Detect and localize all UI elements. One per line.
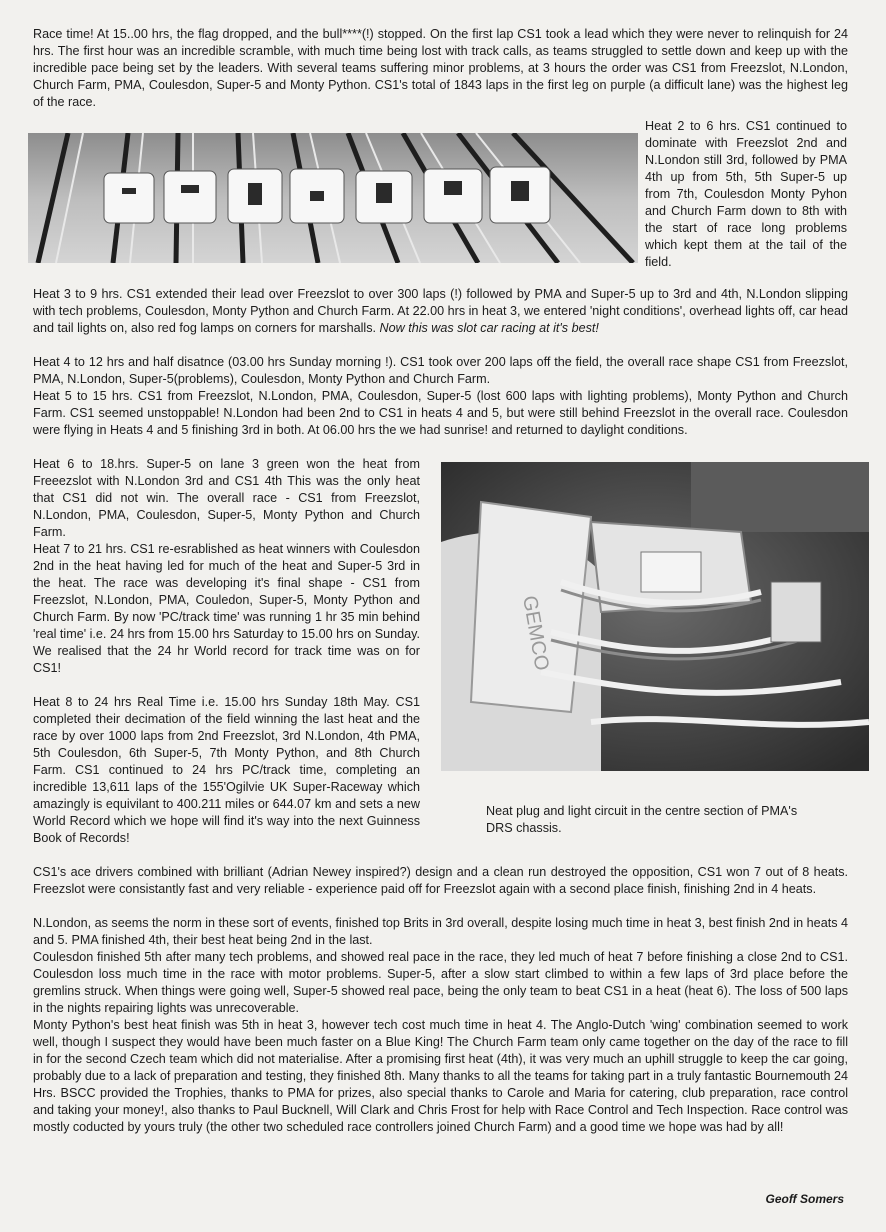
photo-chassis-wiring bbox=[441, 462, 869, 771]
photo-slot-cars-on-track bbox=[28, 133, 638, 263]
paragraph-nlondon-summary: N.London, as seems the norm in these sort of events, finished top Brits in 3rd overall, despite losing much time in heat 3, best finish 2nd in heats 4 and 5. PMA finished 4th, their best heat being 2nd in the last. bbox=[33, 916, 848, 948]
photo-caption: Neat plug and light circuit in the centre section of PMA's DRS chassis. bbox=[486, 804, 798, 835]
paragraph-heat-4-to-12: Heat 4 to 12 hrs and half disatnce (03.00 hrs Sunday morning !). CS1 took over 200 laps off the field, the overall race shape CS1 from Freezslot, PMA, N.London, Super-5(problems), Coulesdon, Monty Python and Church Farm. bbox=[33, 355, 848, 387]
heat-3-emphasis: Now this was slot car racing at it's best! bbox=[379, 321, 599, 336]
slot-cars-image bbox=[28, 133, 638, 263]
chassis-wiring-image bbox=[441, 462, 869, 771]
author-signature: Geoff Somers bbox=[765, 1192, 844, 1206]
gemco-label: GEMCO bbox=[518, 594, 553, 673]
paragraph-heat-3-to-9 bbox=[33, 286, 848, 337]
paragraph-monty-python-summary: Monty Python's best heat finish was 5th in heat 3, however tech cost much time in heat 4. The Anglo-Dutch 'wing' combination seemed to work well, though I suspect they would have been much faster on a Blue King! The Church Farm team only came together on the day of the race to fill in for the second Czech team which did not materialise. After a promising first heat (4th), it was very much an uphill struggle to keep the car going, probably due to a lack of preparation and testing, they finished 8th. Many thanks to all the teams for taking part in a truly fantastic Bournemouth 24 Hrs. BSCC provided the Trophies, thanks to PMA for prizes, also special thanks to Carole and Maria for catering, club preparation, race control and taking your money!, also thanks to Paul Bucknell, Will Clark and Chris Frost for help with Race Control and Tech Inspection. Race control was mostly coducted by yours truly (the other two scheduled race controllers joined Church Farm) and a good time we hope was had by all! bbox=[33, 1018, 848, 1135]
paragraph-heat-8-to-24: Heat 8 to 24 hrs Real Time i.e. 15.00 hrs Sunday 18th May. CS1 completed their decimation of the field winning the last heat and the race by over 1000 laps from 2nd Freezslot, 3rd N.London, 4th PMA, 5th Coulesdon, 6th Super-5, 7th Monty Python, and 8th Church Farm. CS1 continued to 24 hrs PC/track time, completing an incredible 13,611 laps of the 155'Ogilvie UK Super-Raceway which amazingly is equivilant to 400.211 miles or 644.07 km and sets a new World Record which we hope will find it's way into the next Guinness Book of Records! bbox=[33, 695, 420, 846]
paragraph-heat-2-to-6: Heat 2 to 6 hrs. CS1 continued to dominate with Freezslot 2nd and N.London still 3rd, followed by PMA 4th up from 5th, 5th Super-5 up from 7th, Coulesdon Monty Pyhon and Church Farm down to 8th with the start of race long problems which kept them at the tail of the field. bbox=[645, 119, 847, 270]
paragraph-cs1-summary: CS1's ace drivers combined with brilliant (Adrian Newey inspired?) design and a clean run destroyed the opposition, CS1 won 7 out of 8 heats. Freezslot were consistantly fast and very reliable - experience paid off for Freezslot again with a second place finish, finishing 2nd in 4 heats. bbox=[33, 865, 848, 897]
paragraph-intro: Race time! At 15..00 hrs, the flag dropped, and the bull****(!) stopped. On the first lap CS1 took a lead which they were never to relinquish for 24 hrs. The first hour was an incredible scramble, with much time being lost with track calls, as teams struggled to settle down and keep up with the incredible pace being set by the leaders. With several teams suffering minor problems, at 3 hours the order was CS1 from Freezslot, N.London, Church Farm, PMA, Coulesdon, Super-5 and Monty Python. CS1's total of 1843 laps in the first leg on purple (a difficult lane) was the highest leg of the race. bbox=[33, 27, 848, 110]
paragraph-heat-7-to-21: Heat 7 to 21 hrs. CS1 re-esrablished as heat winners with Coulesdon 2nd in the heat having led for much of the heat and Super-5 3rd in the heat. The race was developing it's final shape - CS1 from Freezslot, N.London, PMA, Couledon, Super-5, Monty Python and Church Farm. By now 'PC/track time' was running 1 hr 35 min behind 'real time' i.e. 24 hrs from 15.00 hrs Saturday to 15.00 hrs on Sunday. We realised that the 24 hr World record for track time was on for CS1! bbox=[33, 542, 420, 676]
paragraph-heat-5-to-15: Heat 5 to 15 hrs. CS1 from Freezslot, N.London, PMA, Coulesdon, Super-5 (lost 600 laps with lighting problems), Monty Python and Church Farm. CS1 seemed unstoppable! N.London had been 2nd to CS1 in heats 4 and 5, but were still behind Freezslot in the overall race. Coulesdon were flying in Heats 4 and 5 finishing 3rd in both. At 06.00 hrs the we had sunrise! and returned to daylight conditions. bbox=[33, 389, 848, 438]
heat-3-text: Heat 3 to 9 hrs. CS1 extended their lead over Freezslot to over 300 laps (!) followed by PMA and Super-5 up to 3rd and 4th, N.London slipping with tech problems, Coulesdon, Monty Python and Church Farm. At 22.00 hrs in heat 3, we entered 'night conditions', overhead lights off, car head and tail lights on, also red fog lamps on corners for marshalls. bbox=[33, 287, 848, 336]
paragraph-coulesdon-summary: Coulesdon finished 5th after many tech problems, and showed real pace in the race, they led much of heat 7 before finishing a close 2nd to CS1. Coulesdon loss much time in the race with motor problems. Super-5, after a slow start climbed to within a few laps of 3rd place before the gremlins struck. When things were going well, Super-5 showed real pace, being the only team to beat CS1 in a heat (heat 6). The loss of 500 laps in the nights repairing lights was unrecoverable. bbox=[33, 950, 848, 1016]
paragraph-heat-6-to-18: Heat 6 to 18.hrs. Super-5 on lane 3 green won the heat from Freeezslot with N.London 3rd and CS1 4th This was the only heat that CS1 did not win. The overall race - CS1 from Freezslot, N.London, PMA, Coulesdon, Super-5, Monty Python and Church Farm. bbox=[33, 457, 420, 540]
